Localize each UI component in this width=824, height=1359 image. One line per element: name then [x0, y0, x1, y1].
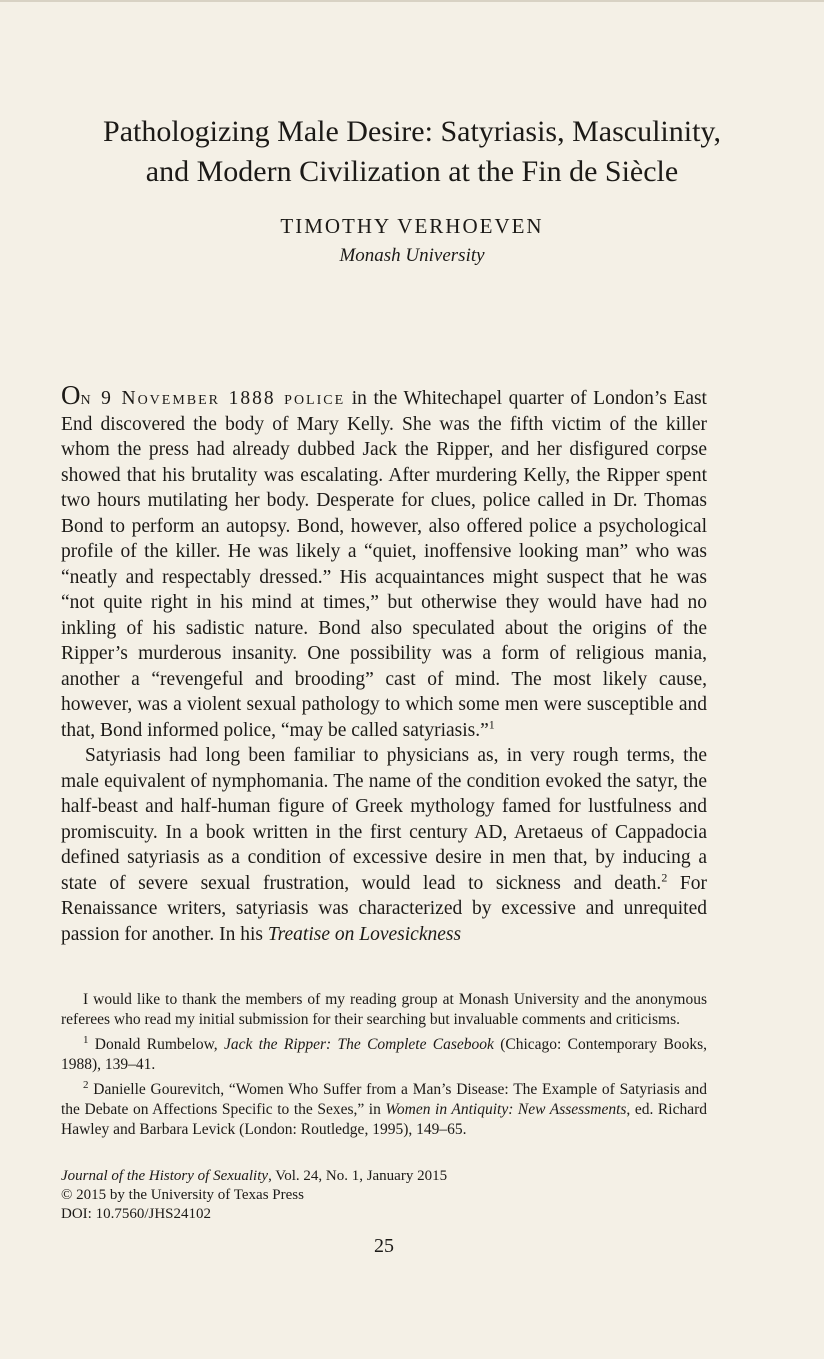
paragraph-1-text: in the Whitechapel quarter of London’s East End discovered the body of Mary Kelly. She was the fifth victim of the killer whom the press had already dubbed Jack the Ripper, and her disfigured corpse showed that his brutality was escalating. After murdering Kelly, the Ripper spent two hours mutilating her body. Desperate for clues, police called in Dr. Thomas Bond to perform an autopsy. Bond, however, also offered police a psychological profile of the killer. He was likely a “quiet, inoffensive looking man” who was “neatly and respectably dressed.” His acquaintances might suspect that he was “not quite right in his mind at times,” but otherwise they would have had no inkling of his sadistic nature. Bond also speculated about the origins of the Ripper’s murderous insanity. One possibility was a form of religious mania, another a “revengeful and brooding” cast of mind. The most likely cause, however, was a violent sexual pathology to which some men were susceptible and that, Bond informed police, “may be called satyriasis.” [61, 388, 707, 741]
journal-citation [61, 1167, 707, 1186]
copyright-line: © 2015 by the University of Texas Press [61, 1187, 304, 1203]
footnote-1-citation: (Chicago: Contemporary Books, 1988), 139–41. [61, 1036, 707, 1073]
footnote-2-citation: , ed. Richard Hawley and Barbara Levick (London: Routledge, 1995), 149–65. [61, 1101, 707, 1138]
drop-cap: O [61, 380, 81, 410]
footnote-ref-2[interactable]: 2 [661, 870, 668, 884]
footnote-2-text: Danielle Gourevitch, “Women Who Suffer from a Man’s Disease: The Example of Satyriasis and the Debate on Affections Specific to the Sexes,” in [61, 1081, 707, 1118]
footnote-2-number: 2 [83, 1078, 89, 1091]
journal-info [61, 1167, 707, 1224]
author-name: TIMOTHY VERHOEVEN [280, 214, 544, 238]
footnote-1 [61, 1035, 707, 1075]
title-line-2: and Modern Civilization at the Fin de Siècle [145, 155, 679, 188]
page-number: 25 [374, 1235, 394, 1257]
paragraph-2 [61, 743, 707, 947]
doi-line[interactable]: DOI: 10.7560/JHS24102 [61, 1206, 212, 1222]
paragraph-2-text-a: Satyriasis had long been familiar to physicians as, in very rough terms, the male equivalent of nymphomania. The name of the condition evoked the satyr, the half-beast and half-human figure of Greek mythology famed for lustfulness and promiscuity. In a book written in the first century AD, Aretaeus of Cappadocia defined satyriasis as a condition of excessive desire in men that, by inducing a state of severe sexual frustration, would lead to sickness and death. [61, 745, 707, 894]
opening-small-caps: n 9 November 1888 police [80, 388, 346, 409]
top-edge-rule [0, 0, 824, 2]
article-title [60, 112, 764, 192]
author-affiliation: Monash University [339, 245, 485, 266]
journal-issue: , Vol. 24, No. 1, January 2015 [268, 1168, 448, 1184]
acknowledgment-note: I would like to thank the members of my reading group at Monash University and the anonymous referees who read my initial submission for their searching but invaluable comments and criticisms. [61, 991, 707, 1028]
footnote-1-text: Donald Rumbelow, [88, 1036, 224, 1053]
title-line-1: Pathologizing Male Desire: Satyriasis, Masculinity, [103, 115, 721, 148]
article-body [61, 380, 707, 947]
footnote-2 [61, 1080, 707, 1140]
footnote-2-book-title: Women in Antiquity: New Assessments [385, 1101, 627, 1118]
treatise-title: Treatise on Lovesickness [267, 923, 462, 945]
footnote-1-number: 1 [83, 1033, 89, 1046]
paragraph-1 [61, 380, 707, 743]
journal-name: Journal of the History of Sexuality [61, 1168, 269, 1184]
footnote-1-book-title: Jack the Ripper: The Complete Casebook [223, 1036, 494, 1053]
paragraph-2-text-b: For Renaissance writers, satyriasis was characterized by excessive and unrequited passion for another. In his [61, 872, 707, 945]
footnotes [61, 990, 707, 1145]
footnote-ref-1[interactable]: 1 [488, 717, 495, 731]
